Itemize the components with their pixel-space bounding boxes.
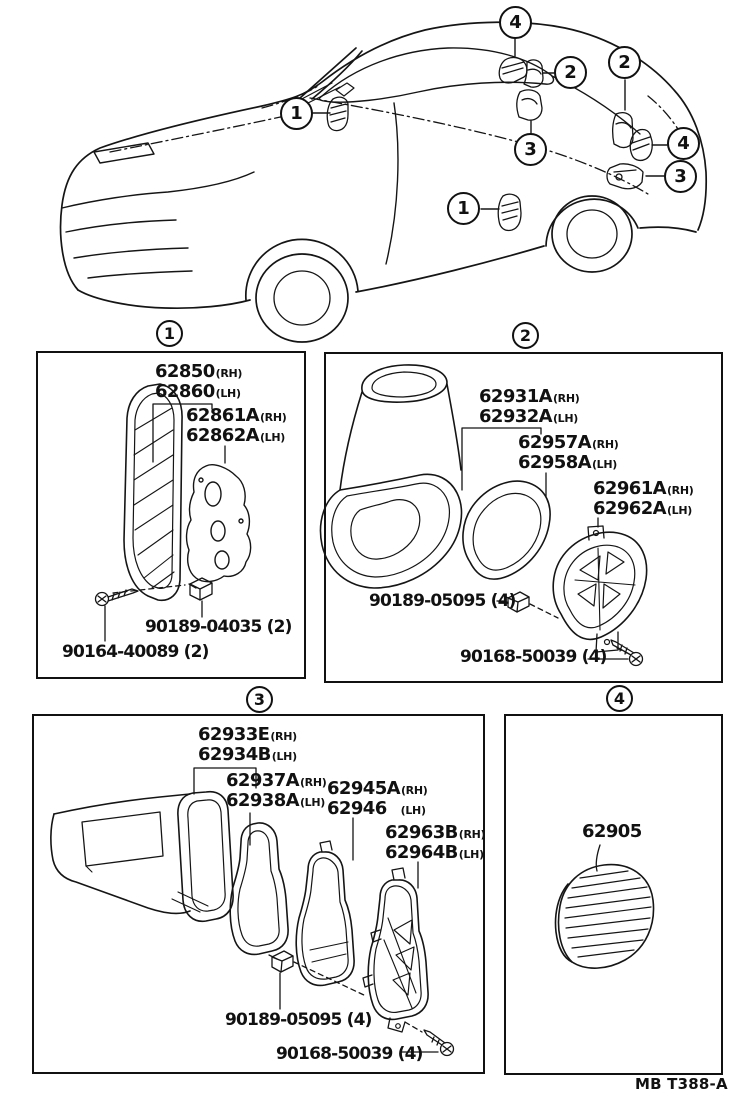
part-label-62850-62860 [155,362,242,402]
part-label-62945A-62946 [327,779,427,819]
part-side: (LH) [552,412,579,425]
part-number-line [327,799,427,819]
part-side: (RH) [666,484,694,497]
car-part-glyphs [327,58,652,231]
part-number: 62860 [155,381,215,402]
car-rear-wheel-arch [546,199,638,246]
part-number: 62958A [518,452,591,473]
part-side: (LH) [458,848,484,861]
part-side: (LH) [591,458,618,471]
fastener-label-90189-04035: 90189-04035 (2) [145,617,292,637]
part-side: (LH) [259,431,286,444]
part-number: 62861A [186,405,259,426]
car-callout-1-quarter: 1 [447,192,480,225]
car-rear-wheel [552,196,632,272]
part-label-62937A-62938A [226,771,326,811]
part-number-line [593,499,693,519]
part-label-62931A-62932A [479,387,579,427]
car-bumper-lines [62,172,254,278]
car-rocker [356,246,544,292]
part-number: 62905 [582,821,642,842]
part-number: 62931A [479,386,552,407]
part-side: (RH) [215,367,243,380]
part-number: 62962A [593,498,666,519]
roof-side-vent-glyph [499,58,527,83]
car-mirror [336,83,354,96]
part-side: (RH) [259,411,287,424]
fastener-label-90189-05095: 90189-05095 (4) [225,1010,372,1030]
car-rear-wheel-inner [567,210,617,258]
rear-vent-glyph-right [630,130,652,161]
part-side: (RH) [552,392,580,405]
part-label-62905 [582,822,642,842]
car-callout-2-left: 2 [554,56,587,89]
fastener-label-90168-50039: 90168-50039 (4) [276,1044,423,1064]
part-number-line [518,433,618,453]
car-front-wheel-arch [246,239,358,300]
car-callout-1-front: 1 [280,97,313,130]
car-side-glass [319,48,553,102]
vent-assembly-glyph-right [607,164,643,189]
part-number: 62937A [226,770,299,791]
part-label-62961A-62962A [593,479,693,519]
car-callout-3-left: 3 [514,133,547,166]
car-callout-4-roof: 4 [499,6,532,39]
part-number-line [226,771,326,791]
car-headlight [94,143,154,163]
part-number-line [198,725,297,745]
part-number: 62945A [327,778,400,799]
part-side: (RH) [458,828,486,841]
fastener-label-90168-50039: 90168-50039 (4) [460,647,607,667]
part-side: (RH) [270,730,297,743]
car-hood-crease [110,116,285,152]
part-label-62861A-62862A [186,406,286,446]
part-number-line [186,406,286,426]
part-number: 62850 [155,361,215,382]
part-label-62933E-62934B [198,725,297,765]
part-number-line [479,387,579,407]
part-side: (LH) [666,504,693,517]
part-number: 62957A [518,432,591,453]
car-front-wheel-inner [274,271,330,325]
duct-glyph-right [613,113,633,148]
car-callout-4-right: 4 [667,127,700,160]
part-number-line [582,822,642,842]
fastener-label-90164-40089: 90164-40089 (2) [62,642,209,662]
part-number-line [385,823,485,843]
car-a-pillar [300,48,362,99]
section-4-box [504,714,723,1075]
part-number-line [198,745,297,765]
section-4-badge: 4 [606,685,633,712]
part-number: 62862A [186,425,259,446]
car-beltline [310,98,648,194]
car-callout-2-right: 2 [608,46,641,79]
car-door-seam [386,103,398,264]
part-number: 62964B [385,842,458,863]
part-number-line [186,426,286,446]
part-number: 62963B [385,822,458,843]
part-number-line [155,362,242,382]
part-number-line [385,843,485,863]
part-number-line [327,779,427,799]
section-1-badge: 1 [156,320,183,347]
part-number: 62934B [198,744,271,765]
part-number-line [226,791,326,811]
car-callout-3-right: 3 [664,160,697,193]
car-rear-bottom [640,227,696,232]
part-label-62957A-62958A [518,433,618,473]
duct-elbow-glyph-left [524,60,543,87]
part-number: 62961A [593,478,666,499]
part-side: (RH) [299,776,327,789]
part-label-62963B-62964B [385,823,485,863]
car-front-wheel [256,254,348,342]
part-number-line [593,479,693,499]
part-number: 62946 [327,798,387,819]
part-number-line [479,407,579,427]
car-front-bottom [78,290,250,308]
part-side: (LH) [271,750,297,763]
quarter-vent-glyph [498,194,521,230]
part-number: 62938A [226,790,299,811]
part-side: (LH) [299,796,326,809]
part-side: (RH) [400,784,428,797]
part-side: (LH) [400,804,426,817]
part-side: (RH) [591,438,619,451]
part-number-line [155,382,242,402]
part-number: 62932A [479,406,552,427]
section-2-badge: 2 [512,322,539,349]
duct-glyph-lower-left [517,90,542,120]
part-side: (LH) [215,387,241,400]
part-number-line [518,453,618,473]
section-3-badge: 3 [246,686,273,713]
windshield-side-vent-glyph [327,97,348,130]
document-code: MB T388-A [635,1075,728,1093]
part-number: 62933E [198,724,270,745]
fastener-label-90189-05095: 90189-05095 (4) [369,591,516,611]
